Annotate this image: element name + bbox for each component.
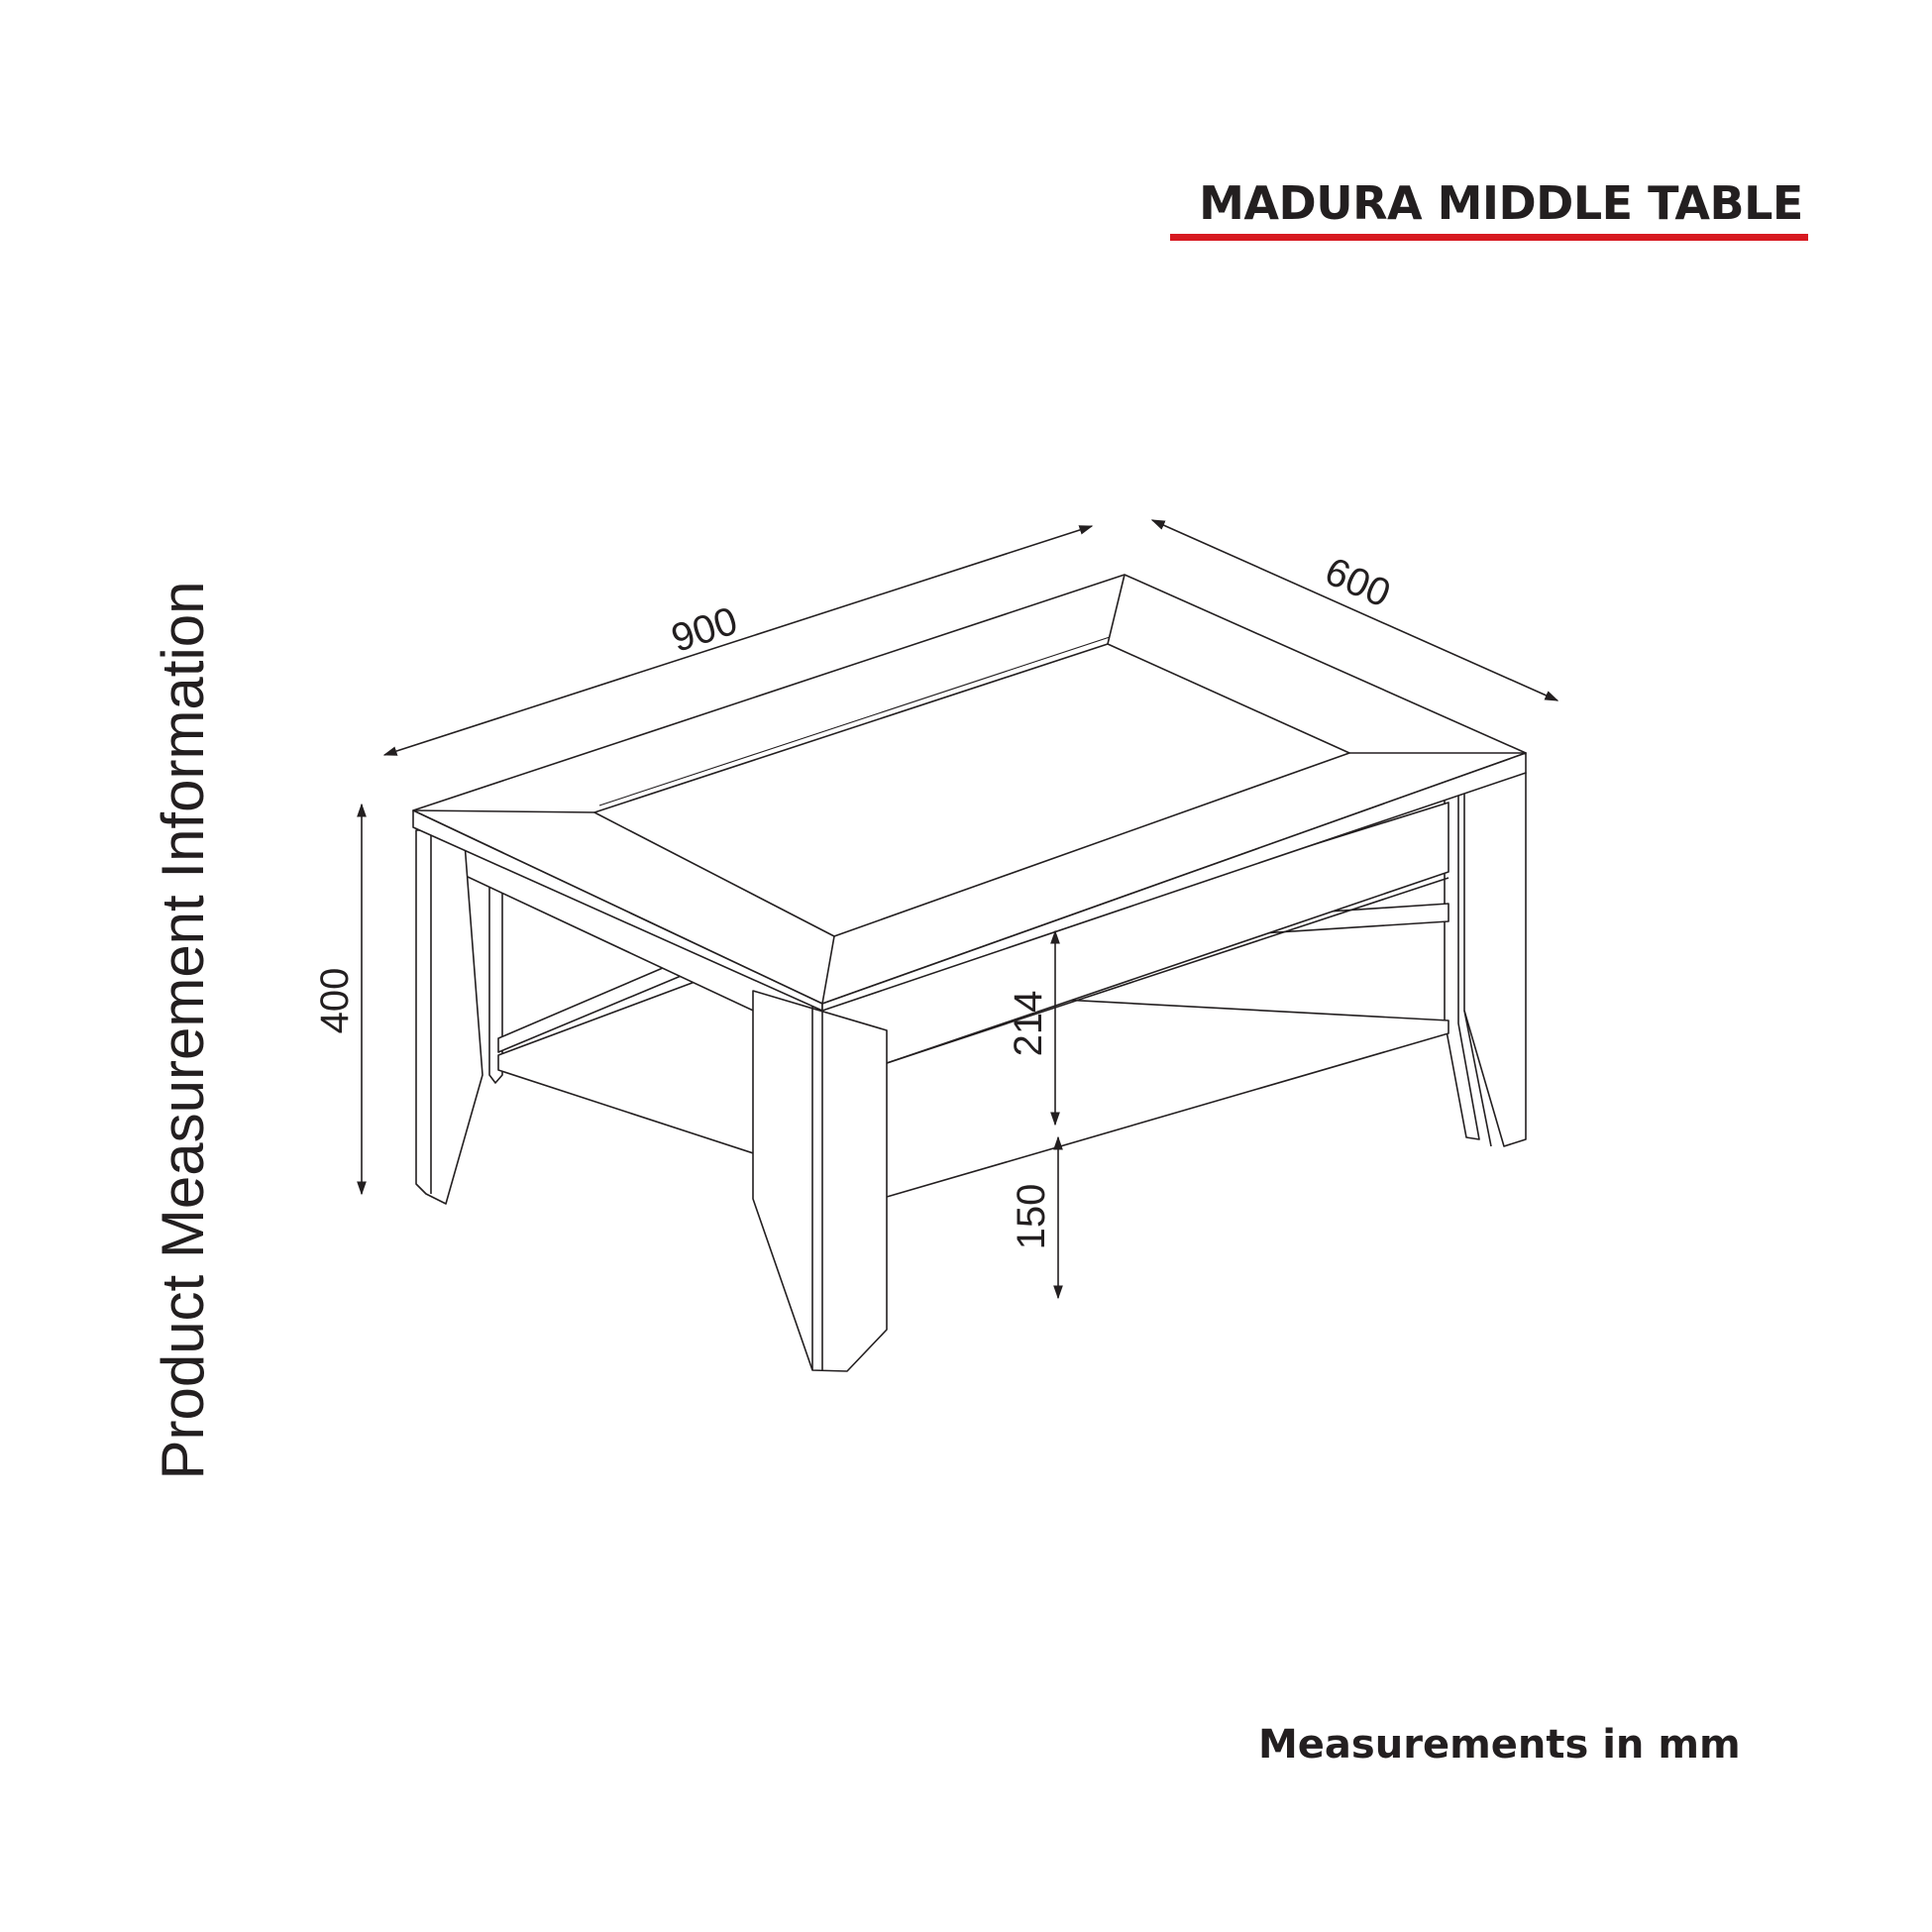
depth-dimension-label: 600 [1318,549,1397,616]
front-right-leg [1464,773,1526,1146]
side-caption: Product Measurement Information [150,581,216,1480]
front-center-leg [753,991,887,1371]
front-left-leg [416,830,483,1204]
height-dimension-label: 400 [313,967,357,1034]
units-note: Measurements in mm [1258,1722,1741,1768]
product-title: MADURA MIDDLE TABLE [1199,176,1803,230]
shelf-gap-dimension-label: 214 [1007,990,1050,1057]
width-dimension-label: 900 [666,598,743,661]
leg-clearance-dimension-label: 150 [1010,1183,1053,1250]
title-underline [1170,234,1808,241]
